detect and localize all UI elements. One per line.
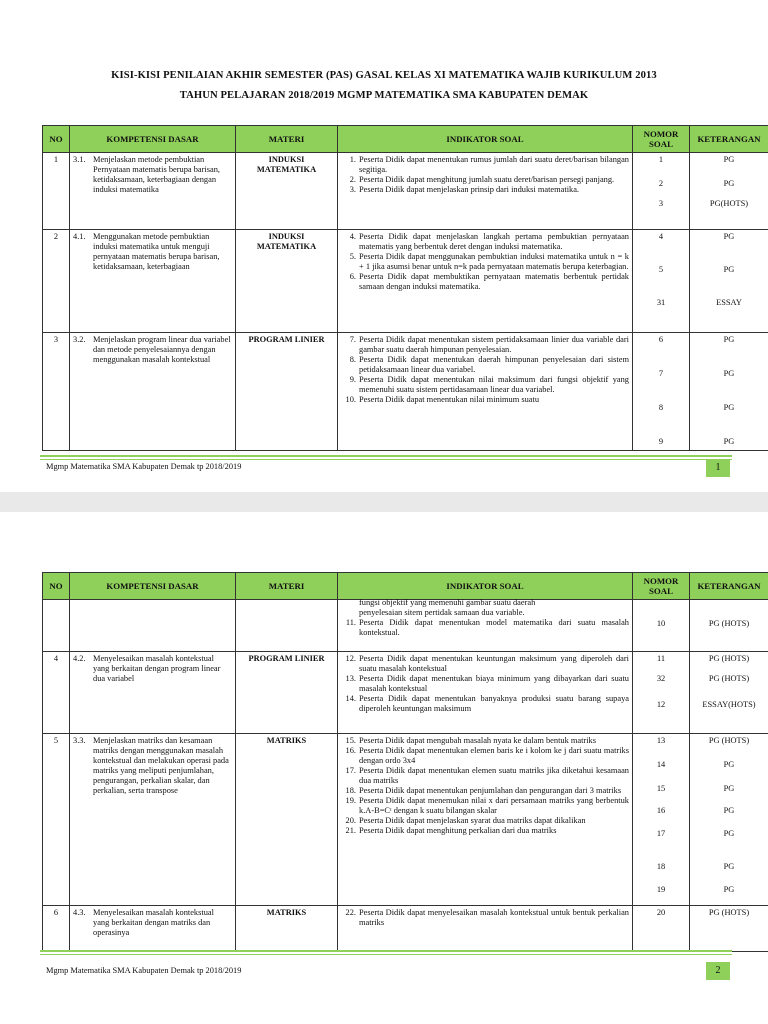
ket-value: PG (HOTS) [708,654,750,663]
kd-text: Menyelesaikan masalah kontekstual yang berkaitan dengan program linear dua variabel [93,654,221,683]
row-nomor-soal [633,906,690,952]
row-keterangan [690,230,768,333]
table-row [43,734,768,906]
table-row [43,153,768,230]
ket-value: PG [723,369,735,378]
ket-value: PG [723,760,735,769]
kd-text: Menggunakan metode pembuktian induksi matematika untuk menguji pernyataan matematis berupa barisan, ketidaksamaan, keterbagiaan [93,232,220,271]
header-nomor-soal: NOMOR SOAL [633,573,690,600]
table-row [43,906,768,952]
indikator-item: 7. Peserta Didik dapat menentukan sistem pertidaksamaan linier dua variable dari gambar suatu daerah himpunan penyelesaian. [349,335,629,354]
row-materi: MATRIKS [236,734,338,906]
nomor-value: 11 [656,654,666,663]
ket-value: PG (HOTS) [708,619,750,628]
row-nomor-soal [633,734,690,906]
nomor-value: 14 [656,760,666,769]
row-keterangan [690,734,768,906]
indikator-item: 9. Peserta Didik dapat menentukan nilai maksimum dari fungsi objektif yang memenuhi suatu sistem pertidasamaan linear dua variabel. [349,375,629,394]
row-no: 4 [43,652,70,734]
nomor-value: 9 [658,437,664,446]
kd-text: Menyelesaikan masalah kontekstual yang berkaitan dengan matriks dan operasinya [93,908,214,937]
row-nomor-soal [633,652,690,734]
row-no: 3 [43,333,70,451]
indikator-item: 17. Peserta Didik dapat menentukan elemen suatu matriks jika diketahui kesamaan dua matriks [345,766,629,785]
ket-value: PG [723,335,735,344]
indikator-item: 21. Peserta Didik dapat menghitung perkalian dari dua matriks [345,826,557,835]
nomor-value: 15 [656,784,666,793]
ket-value: PG [723,829,735,838]
indikator-item: 6. Peserta Didik dapat membuktikan pernyataan matematis berbentuk pertidak samaan dengan induksi matematika. [349,272,629,291]
row-keterangan [690,333,768,451]
nomor-value: 4 [658,232,664,241]
ket-value: ESSAY(HOTS) [702,700,756,709]
header-indikator-soal: INDIKATOR SOAL [338,126,633,153]
row-keterangan [690,652,768,734]
indikator-item: 14. Peserta Didik dapat menentukan banyaknya produksi suatu barang supaya diperoleh keuntungan maksimum [345,694,629,713]
row-kompetensi-dasar [70,734,236,906]
indikator-item: 16. Peserta Didik dapat menentukan elemen baris ke i kolom ke j dari suatu matriks dengan ordo 3x4 [345,746,629,765]
table-row [43,652,768,734]
row-indikator [338,333,633,451]
indikator-item: 15. Peserta Didik dapat mengubah masalah nyata ke dalam bentuk matriks [345,736,596,745]
kd-code: 3.1. [73,155,86,164]
row-no: 1 [43,153,70,230]
footer-rule [40,455,732,457]
table-header-row [43,126,768,153]
document-title: KISI-KISI PENILAIAN AKHIR SEMESTER (PAS) GASAL KELAS XI MATEMATIKA WAJIB KURIKULUM 2013 [111,70,657,81]
nomor-value: 31 [656,298,666,307]
row-no: 5 [43,734,70,906]
row-no: 2 [43,230,70,333]
row-materi: MATRIKS [236,906,338,952]
row-kompetensi-dasar [70,230,236,333]
ket-value: PG [723,403,735,412]
row-keterangan [690,906,768,952]
ket-value: PG [723,784,735,793]
row-materi: PROGRAM LINIER [236,333,338,451]
nomor-value: 7 [658,369,664,378]
footer-text: Mgmp Matematika SMA Kabupaten Demak tp 2018/2019 [46,462,242,471]
header-indikator-soal: INDIKATOR SOAL [338,573,633,600]
row-indikator [338,652,633,734]
nomor-value: 6 [658,335,664,344]
indikator-item: 3. Peserta Didik dapat menjelaskan prinsip dari induksi matematika. [349,185,580,194]
indikator-item: 20. Peserta Didik dapat menjelaskan syarat dua matriks dapat dikalikan [345,816,586,825]
header-no: NO [43,126,70,153]
ket-value: PG (HOTS) [708,908,750,917]
row-nomor-soal [633,333,690,451]
nomor-value: 18 [656,862,666,871]
row-indikator [338,906,633,952]
row-keterangan [690,600,768,652]
header-nomor-soal: NOMOR SOAL [633,126,690,153]
kd-code: 4.2. [73,654,86,663]
continued-text [341,598,629,618]
row-materi: INDUKSI MATEMATIKA [236,153,338,230]
nomor-value: 8 [658,403,664,412]
nomor-value: 10 [656,619,666,628]
row-indikator [338,153,633,230]
footer-rule [40,950,732,952]
row-materi: INDUKSI MATEMATIKA [236,230,338,333]
nomor-value: 17 [656,829,666,838]
indikator-item: 4. Peserta Didik dapat menjelaskan langkah pertama pembuktian pernyataan matematis yang berbentuk deret dengan induksi matematika. [349,232,629,251]
footer-text: Mgmp Matematika SMA Kabupaten Demak tp 2018/2019 [46,966,242,975]
row-kompetensi-dasar [70,153,236,230]
header-kompetensi-dasar: KOMPETENSI DASAR [70,573,236,600]
header-materi: MATERI [236,573,338,600]
kd-code: 3.2. [73,335,86,344]
row-materi: PROGRAM LINIER [236,652,338,734]
nomor-value: 13 [656,736,666,745]
ket-value: PG [723,885,735,894]
ket-value: PG [723,232,735,241]
indikator-item: 11. Peserta Didik dapat menentukan model matematika dari suatu masalah kontekstual. [345,618,629,637]
nomor-value: 2 [658,179,664,188]
row-indikator [338,734,633,906]
page-number: 2 [706,962,730,980]
kd-code: 3.3. [73,736,86,745]
page-number: 1 [706,459,730,477]
ket-value: PG [723,179,735,188]
indikator-item: 12. Peserta Didik dapat menentukan keuntungan maksimum yang diperoleh dari suatu masalah kontekstual [345,654,629,673]
row-keterangan [690,153,768,230]
kd-text: Menjelaskan matriks dan kesamaan matriks dengan menggunakan masalah kontekstual dan melakukan operasi pada matriks yang meliputi penjumlahan, pengurangan, perkalian skalar, dan perkalian, serta transpose [93,736,229,795]
row-kompetensi-dasar [70,906,236,952]
kd-code: 4.1. [73,232,86,241]
table-header-row [43,573,768,600]
row-no [43,600,70,652]
indikator-item: 1. Peserta Didik dapat menentukan rumus jumlah dari suatu deret/barisan bilangan segitiga. [349,155,629,174]
header-materi: MATERI [236,126,338,153]
table-row [43,333,768,451]
ket-value: PG [723,862,735,871]
header-keterangan: KETERANGAN [690,126,768,153]
kisi-kisi-table-page-1 [42,125,768,451]
indikator-item: 13. Peserta Didik dapat menentukan biaya minimum yang dibayarkan dari suatu masalah kontekstual [345,674,629,693]
ket-value: PG(HOTS) [709,199,749,208]
nomor-value: 12 [656,700,666,709]
nomor-value: 19 [656,885,666,894]
indikator-item: 10. Peserta Didik dapat menentukan nilai minimum suatu [345,395,540,404]
table-row [43,230,768,333]
ket-value: PG [723,437,735,446]
continued-line: fungsi objektif yang memenuhi gambar suatu daerah [359,598,536,607]
row-nomor-soal [633,230,690,333]
row-materi [236,600,338,652]
nomor-value: 3 [658,199,664,208]
row-no: 6 [43,906,70,952]
row-nomor-soal [633,153,690,230]
row-kompetensi-dasar [70,333,236,451]
kd-text: Menjelaskan program linear dua variabel dan metode penyelesaiannya dengan menggunakan masalah kontekstual [93,335,231,364]
row-kompetensi-dasar [70,600,236,652]
row-kompetensi-dasar [70,652,236,734]
header-keterangan: KETERANGAN [690,573,768,600]
indikator-item: 22. Peserta Didik dapat menyelesaikan masalah kontekstual untuk bentuk perkalian matriks [345,908,629,927]
indikator-item: 2. Peserta Didik dapat menghitung jumlah suatu deret/barisan persegi panjang. [349,175,615,184]
ket-value: ESSAY [716,298,742,307]
header-kompetensi-dasar: KOMPETENSI DASAR [70,126,236,153]
footer-rule [40,954,732,955]
indikator-item: 5. Peserta Didik dapat menggunakan pembuktian induksi matematika untuk n = k + 1 jika asumsi benar untuk n=k pada pernyataan matematis berupa keterbagian. [349,252,629,271]
document-page-1 [0,0,768,492]
row-nomor-soal [633,600,690,652]
ket-value: PG [723,265,735,274]
nomor-value: 16 [656,806,666,815]
table-row-continuation [43,600,768,652]
document-subtitle: TAHUN PELAJARAN 2018/2019 MGMP MATEMATIKA SMA KABUPATEN DEMAK [179,90,589,101]
nomor-value: 20 [656,908,666,917]
header-no: NO [43,573,70,600]
indikator-item: 19. Peserta Didik dapat menemukan nilai x dari persamaan matriks yang berbentuk k.A-B=Cᵗ dengan k suatu bilangan skalar [345,796,629,815]
row-indikator [338,230,633,333]
indikator-item: 18. Peserta Didik dapat menentukan penjumlahan dan pengurangan dari 3 matriks [345,786,622,795]
footer-rule [40,459,732,460]
nomor-value: 1 [658,155,664,164]
kd-text: Menjelaskan metode pembuktian Pernyataan matematis berupa barisan, ketidaksamaan, keterbagiaan dengan induksi matematika [93,155,220,194]
indikator-item: 8. Peserta Didik dapat menentukan daerah himpunan penyelesaian dari sistem petidaksamaan linear dua variabel. [349,355,629,374]
continued-line: penyelesaian sitem pertidak samaan dua variable. [359,608,525,617]
nomor-value: 5 [658,265,664,274]
ket-value: PG [723,806,735,815]
row-indikator [338,600,633,652]
ket-value: PG [723,155,735,164]
ket-value: PG (HOTS) [708,736,750,745]
document-page-2 [0,512,768,1024]
nomor-value: 32 [656,674,666,683]
kisi-kisi-table-page-2 [42,572,768,952]
ket-value: PG (HOTS) [708,674,750,683]
kd-code: 4.3. [73,908,86,917]
